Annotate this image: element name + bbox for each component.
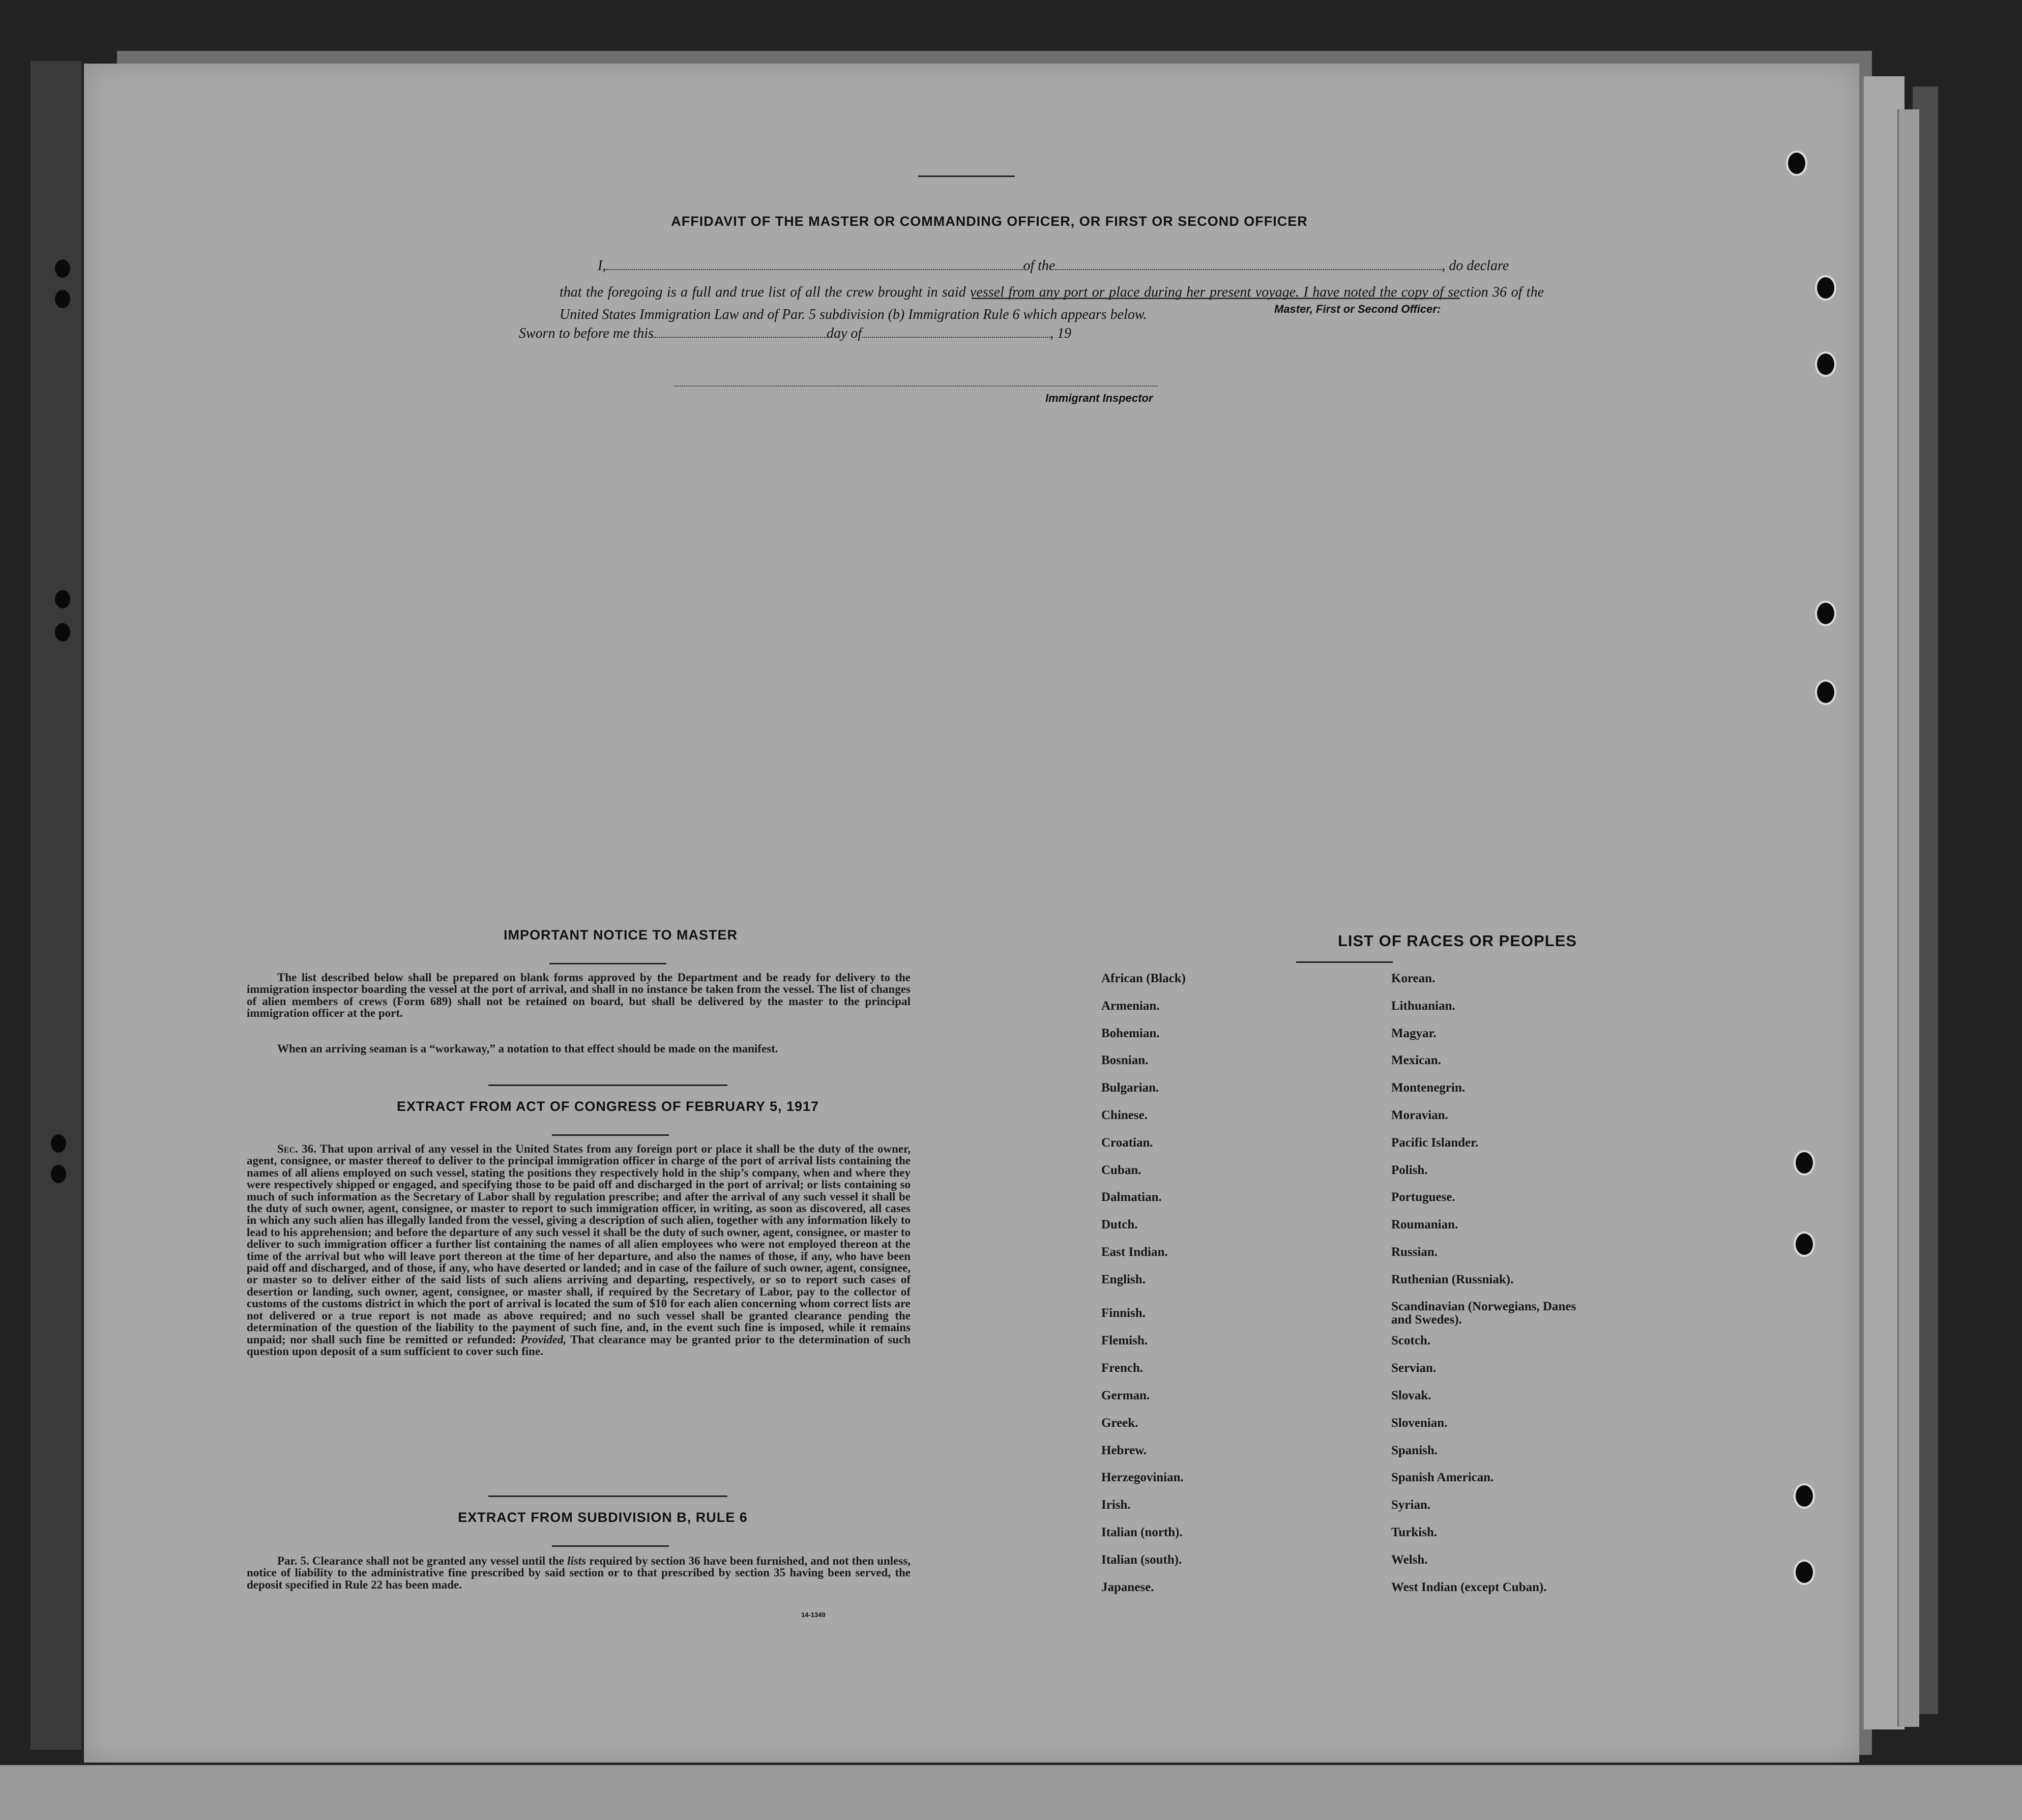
rule6-start: Par. 5. Clearance shall not be granted any vessel until the bbox=[277, 1554, 564, 1567]
rule6-title: EXTRACT FROM SUBDIVISION B, RULE 6 bbox=[458, 1510, 748, 1525]
race-item: Ruthenian (Russniak). bbox=[1391, 1272, 1514, 1286]
race-item: Montenegrin. bbox=[1391, 1081, 1466, 1095]
notice-title: IMPORTANT NOTICE TO MASTER bbox=[504, 927, 738, 943]
race-item: French. bbox=[1101, 1361, 1144, 1375]
label-do-declare: , do declare bbox=[1442, 258, 1509, 274]
race-item: Japanese. bbox=[1101, 1580, 1154, 1594]
race-item: Herzegovinian. bbox=[1101, 1471, 1184, 1485]
notice-paragraph-1: The list described below shall be prepared on blank forms approved by the Department and be ready for delivery to the immigration inspector boarding the vessel at the port of arrival, and shall in no instance be taken from the vessel. The list of changes of alien members of crews (Form 689) shall not be retained on board, but shall be delivered by the master to the principal immigration officer at the port. bbox=[247, 971, 911, 1020]
binder-hole bbox=[55, 290, 70, 308]
race-item: Slovenian. bbox=[1391, 1416, 1448, 1430]
provided-word: Provided, bbox=[520, 1333, 567, 1346]
races-title-rule bbox=[1296, 961, 1393, 963]
bottom-strip bbox=[0, 1765, 2022, 1820]
race-item: Irish. bbox=[1101, 1498, 1131, 1512]
day-of-label: day of bbox=[826, 326, 862, 341]
punch-hole bbox=[1788, 153, 1805, 174]
race-item: Bosnian. bbox=[1101, 1053, 1149, 1068]
punch-hole bbox=[1796, 1152, 1813, 1173]
race-item: East Indian. bbox=[1101, 1245, 1168, 1259]
sec-label: Sec. 36. bbox=[277, 1142, 316, 1155]
punch-hole bbox=[1796, 1234, 1813, 1255]
race-item: English. bbox=[1101, 1272, 1146, 1286]
punch-hole bbox=[1817, 682, 1834, 703]
race-item: Servian. bbox=[1391, 1361, 1437, 1375]
race-item: Flemish. bbox=[1101, 1334, 1148, 1348]
affidavit-title: AFFIDAVIT OF THE MASTER OR COMMANDING OFFICER, OR FIRST OR SECOND OFFICER bbox=[671, 214, 1308, 229]
race-item: Syrian. bbox=[1391, 1498, 1431, 1512]
notice-title-rule bbox=[549, 963, 666, 964]
notice-paragraph-2: When an arriving seaman is a “workaway,” a notation to that effect should be made on the manifest. bbox=[277, 1042, 778, 1055]
race-item: Croatian. bbox=[1101, 1135, 1153, 1150]
race-item: Greek. bbox=[1101, 1416, 1138, 1430]
rule6-title-rule bbox=[552, 1545, 669, 1547]
master-name-field[interactable] bbox=[606, 269, 1023, 270]
race-item: Bohemian. bbox=[1101, 1026, 1160, 1040]
label-i: I, bbox=[598, 258, 606, 274]
sworn-month-field[interactable] bbox=[862, 337, 1050, 338]
master-signature-line[interactable] bbox=[972, 298, 1460, 299]
race-item: Pacific Islander. bbox=[1391, 1135, 1479, 1150]
sworn-day-field[interactable] bbox=[654, 337, 827, 338]
binder-hole bbox=[55, 259, 70, 278]
races-title: LIST OF RACES OR PEOPLES bbox=[1337, 932, 1577, 950]
race-item: Spanish American. bbox=[1391, 1471, 1494, 1485]
act-title: EXTRACT FROM ACT OF CONGRESS OF FEBRUARY 5, 1917 bbox=[396, 1099, 819, 1114]
binder-hole bbox=[51, 1165, 66, 1183]
affidavit-title-divider bbox=[918, 175, 1015, 177]
race-item: Moravian. bbox=[1391, 1108, 1448, 1122]
race-item: Finnish. bbox=[1101, 1306, 1146, 1320]
race-item: Polish. bbox=[1391, 1163, 1428, 1177]
race-item: Lithuanian. bbox=[1391, 999, 1455, 1013]
race-item: Russian. bbox=[1391, 1245, 1438, 1259]
year-label: , 19 bbox=[1050, 326, 1072, 341]
punch-hole bbox=[1796, 1562, 1813, 1583]
punch-hole bbox=[1817, 603, 1834, 624]
binder-hole bbox=[55, 623, 70, 641]
race-item: Magyar. bbox=[1391, 1026, 1437, 1040]
race-item: Spanish. bbox=[1391, 1443, 1438, 1457]
inspector-signature-label: Immigrant Inspector bbox=[1045, 392, 1153, 404]
race-item: African (Black) bbox=[1101, 972, 1186, 985]
inspector-signature-line[interactable] bbox=[674, 386, 1157, 387]
race-item: Cuban. bbox=[1101, 1163, 1141, 1177]
act-title-rule bbox=[552, 1134, 669, 1136]
race-item: Armenian. bbox=[1101, 999, 1160, 1013]
punch-hole bbox=[1796, 1485, 1813, 1507]
sworn-label: Sworn to before me this bbox=[519, 326, 654, 341]
master-signature-label: Master, First or Second Officer: bbox=[1274, 303, 1441, 315]
binder-hole bbox=[51, 1134, 66, 1153]
punch-hole bbox=[1817, 277, 1834, 299]
act-end-rule bbox=[488, 1495, 727, 1497]
rule6-end: required by section 36 have been furnished, and not then unless, notice of liability to the administrative fine prescribed by said section or to that prescribed by section 35 having been served, the deposit specified in Rule 22 has been made. bbox=[247, 1554, 911, 1591]
affidavit-name-line bbox=[598, 258, 1544, 274]
document-page bbox=[84, 64, 1859, 1763]
sworn-line bbox=[519, 326, 1071, 342]
vessel-name-field[interactable] bbox=[1055, 269, 1442, 270]
race-item: Korean. bbox=[1391, 972, 1435, 985]
page-edge bbox=[1897, 109, 1919, 1727]
act-text: That upon arrival of any vessel in the United States from any foreign port or place it shall be the duty of the owner, agent, consignee, or master thereof to deliver to the principal immigration officer in charge of the port of arrival lists containing the names of all aliens employed on such vessel, stating the positions they respectively hold in the ship’s company, when and where they were respectively shipped or engaged, and specifying those to be paid off and discharged in the port of arrival; or lists containing so much of such information as the Secretary of Labor shall by regulation prescribe; and after the arrival of any such vessel it shall be the duty of such owner, agent, consignee, or master to report to such immigration officer, in writing, as soon as discovered, all cases in which any such alien has illegally landed from the vessel, giving a description of such alien, together with any information likely to lead to his apprehension; and before the departure of any such vessel it shall be the duty of such owner, agent, consignee, or master to deliver to such immigration officer a further list containing the names of all alien employees who were not employed thereon at the time of the arrival but who will leave port thereon at the time of her departure, and also the names of those, if any, who have been paid off and discharged, and of those, if any, who have deserted or landed; and in case of the failure of such owner, agent, consignee, or master so to deliver either of the said lists of such aliens arriving and departing, respectively, or so to report such cases of desertion or landing, such owner, agent, consignee, or master shall, if required by the Secretary of Labor, pay to the collector of customs of the customs district in which the port of arrival is located the sum of $10 for each alien concerning whom correct lists are not delivered or a true report is not made as above required; and no such vessel shall be granted clearance pending the determination of the question of the liability to the payment of such fine, and, in the event such fine is imposed, while it remains unpaid; nor shall such fine be remitted or refunded: bbox=[247, 1142, 911, 1346]
race-item: German. bbox=[1101, 1389, 1150, 1402]
race-item: Welsh. bbox=[1391, 1552, 1428, 1567]
race-item: Turkish. bbox=[1391, 1525, 1438, 1539]
notice-end-rule bbox=[488, 1084, 727, 1086]
race-item: Italian (south). bbox=[1101, 1552, 1182, 1567]
race-item: Chinese. bbox=[1101, 1108, 1148, 1122]
affidavit-body: that the foregoing is a full and true list of all the crew brought in said vessel from any port or place during her present voyage. I have noted the copy of section 36 of the United States Immigration Law and of Par. 5 subdivision (b) Immigration Rule 6 which appears below. bbox=[560, 284, 1544, 322]
race-item: Scandinavian (Norwegians, Danes and Swedes). bbox=[1391, 1299, 1576, 1327]
race-item: Bulgarian. bbox=[1101, 1081, 1159, 1095]
punch-hole bbox=[1817, 354, 1834, 375]
binder-hole bbox=[55, 590, 70, 608]
race-item: Dalmatian. bbox=[1101, 1190, 1162, 1205]
label-of-the: of the bbox=[1023, 258, 1056, 274]
race-item: West Indian (except Cuban). bbox=[1391, 1580, 1547, 1594]
binding-edge bbox=[31, 61, 81, 1750]
race-item: Slovak. bbox=[1391, 1389, 1431, 1402]
act-body bbox=[247, 1143, 911, 1357]
lists-word: lists bbox=[567, 1554, 587, 1567]
act-tail: That clearance may be granted prior to the determination of such question upon deposit of a sum sufficient to cover such fine. bbox=[247, 1333, 911, 1358]
race-item: Mexican. bbox=[1391, 1053, 1441, 1068]
race-item: Scotch. bbox=[1391, 1334, 1431, 1348]
form-number: 14-1349 bbox=[801, 1611, 826, 1619]
race-item: Portuguese. bbox=[1391, 1190, 1455, 1205]
race-item: Italian (north). bbox=[1101, 1525, 1183, 1539]
rule6-body bbox=[247, 1555, 911, 1591]
race-item: Roumanian. bbox=[1391, 1218, 1458, 1232]
race-item: Dutch. bbox=[1101, 1218, 1138, 1232]
race-item: Hebrew. bbox=[1101, 1443, 1147, 1457]
